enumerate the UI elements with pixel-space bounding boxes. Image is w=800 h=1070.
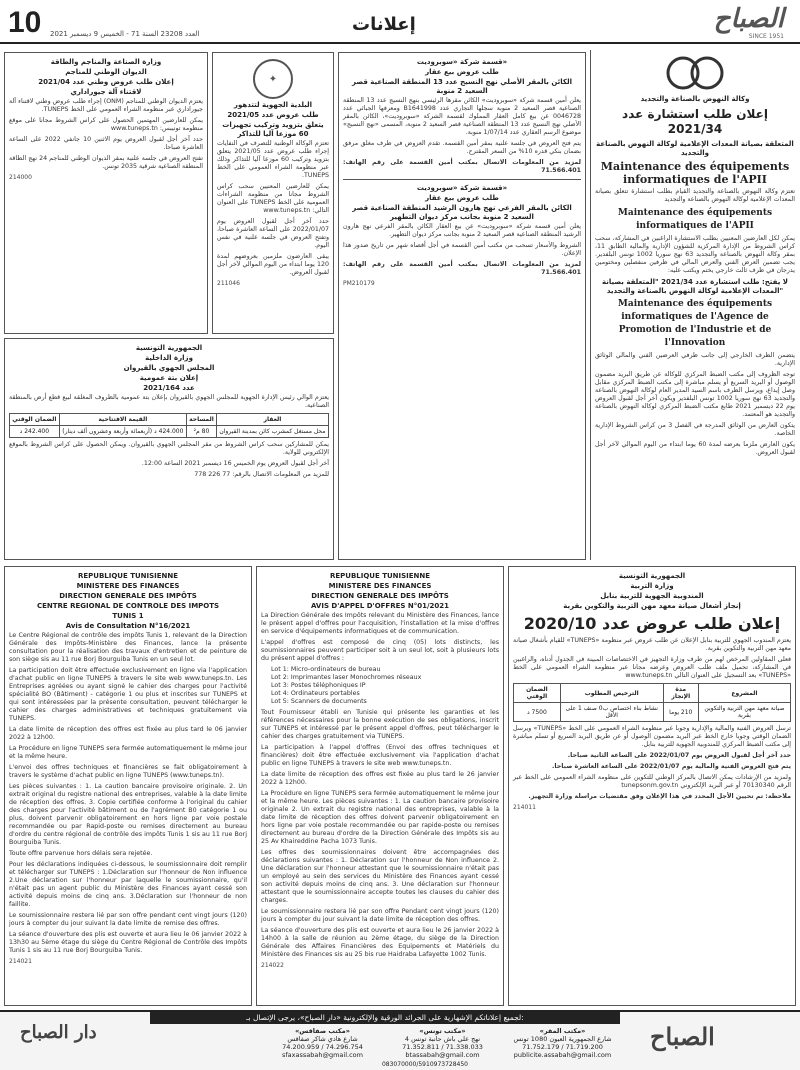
ministry-ref: 214000 [9,174,32,181]
fin1-p1: Le Centre Régional de contrôle des impôts Tunis 1, relevant de la Direction Générale des Impôts-Ministère des Finances, lance la présente consultation pour la réalisation des travaux d'entretien et de peinture de son siège sis au 11 rue Borj Bourguiba Tunis en un seul lot. [9,632,247,663]
kairouan-h5: عدد 2021/164 [143,384,195,392]
sociv-p3: لمزيد من المعلومات الاتصال بمكتب أمين القسمة على رقم الهاتف: 71.566.401 [343,159,581,174]
fin2-p2: L'appel d'offres est composé de cinq (05) lots distincts, les soumissionnaires peuvent participer soit à un seul lot, soit à plusieurs lots du présent appel d'offres : [261,639,499,662]
commune-ref: 211046 [217,280,240,287]
fin1-h1: REPUBLIQUE TUNISIENNE [77,572,179,580]
sociv-p1: يعلن أمين قسمة شركة «سوبروديت» الكائن مقرها الرئيسي بنهج النسيج عدد 13 المنطقة الصناعية قصر السعيد 2 منوبة سجلها التجاري عدد B1641998 ومعرفها الجبائي عدد 0046728 عن بيع كامل العقار المملوك لقسمة الشركة «سوبروديت»، الكائن بالمقر الأصلي نهج النسيج عدد 13 المنطقة الصناعية قصر السعيد 2 منوبة، المسمى «نهج النسيج» موضوع الرسم العقاري عدد 1/07/14 منوبة. [343,97,581,136]
fin1-h5: TUNIS 1 [112,612,144,620]
sociv-notice [338,52,586,560]
sociv-company-2: قسمة شركة «سوبروديت» [416,184,508,192]
edu-p5: يتم فتح العروض الفنية والمالية يوم 2022/01/07 على الساعة العاشرة صباحا. [551,763,791,770]
divider [590,50,591,560]
apii-p3: يتضمن الظرف الخارجي إلى جانب ظرفي العرضين الفني والمالي الوثائق الإدارية. [595,352,795,367]
fin1-p5: L'envoi des offres techniques et financières se fait obligatoirement à travers le système d'achat public en ligne TUNEPS (www.tuneps.tn). [9,764,247,779]
sociv-p6: لمزيد من المعلومات الاتصال بمكتب أمين القسمة على رقم الهاتف: 71.566.401 [343,261,581,276]
fin2-lot: Lot 5: Scanners de documents [271,698,367,705]
issue-info: العدد 23208 السنة 71 - الخميس 9 ديسمبر 2021 [50,30,200,38]
email-link[interactable]: sfaxassabah@gmail.com [282,1051,363,1059]
sociv-company: قسمة شركة «سوبروديت» [416,58,508,66]
fin2-p3: Tout Fournisseur établi en Tunisie qui présente les garanties et les références nécessaires pour la bonne exécution de ses obligations, inscrit sur TUNEPS et intéressé par le présent appel d'offres, peut télécharger le cahier des charges gratuitement via TUNEPS. [261,709,499,740]
edu-h2: وزارة التربية [630,582,674,590]
commune-notice [212,52,334,334]
office-tunis: «مكتب تونس» 4 نهج علي باش حانبة تونس 71.352.811 / 71.338.033 btassabah@gmail.com [385,1027,500,1059]
ministry-h2: الديوان الوطني للمناجم [65,68,147,76]
fin1-h4: CENTRE REGIONAL DE CONTROLE DES IMPOTS [36,602,220,610]
kairouan-h3: المجلس الجهوي بالقيروان [123,364,215,372]
ministry-notice [4,52,208,334]
commune-h1: البلدية الجهوية لتتدهور [233,101,313,109]
page-header [0,0,800,44]
apii-title2: المتعلقة بصيانة المعدات الإعلامية لوكالة النهوض بالصناعة والتجديد [596,140,794,157]
fin1-ref: 214021 [9,958,32,965]
apii-p2: يمكن لكل العارضين المعنيين بطلب الاستشارة الراغبين في المشاركة، سحب كراس الشروط من الإدارة المركزية للشؤون الإدارية والمالية الطابق 11، بمقر وكالة النهوض بالصناعة والتجديد 63 نهج سوريا 1002 تونس البلفدير. يجب تضمين العرض الفني والعرض المالي في ظرفين منفصلين ومختومين يدرجان في ظرف ثالث خارجي يختم ويكتب عليه: [595,235,795,274]
commune-p1: تعتزم الوكالة الوطنية للتصرف في النفايات إجراء طلب عروض عدد 2021/05 يتعلق بتزويد وتركيب 60 موزعا آليا للتذاكر وذلك عبر منظومة الشراء العمومي على الخط TUNEPS. [217,140,329,179]
kairouan-p3: آخر أجل لقبول العروض يوم الخميس 16 ديسمبر 2021 الساعة 12:00. [141,460,329,467]
edu-p7: ملاحظة: تم تحيين الأجل المحدد في هذا الإعلان وفق مقتضيات مراسلة وزارة التجهيز. [528,793,791,800]
kairouan-th-area: المساحة [186,414,216,426]
apii-p6: يكون العارض ملزما بعرضه لمدة 60 يوما ابتداء من اليوم الموالي لآخر أجل لقبول العروض. [595,441,795,456]
fin1-h3: DIRECTION GENERALE DES IMPÔTS [59,592,197,600]
footer-brand-logo: الصباح [650,1022,715,1051]
sociv-title2: الكائن بالمقر الفرعي نهج هارون الرشيد المنطقة الصناعية قصر السعيد 2 منوبة بجانب مركز ديوان التطهير [352,204,572,221]
kairouan-h1: الجمهورية التونسية [135,344,203,352]
fin2-p6: La Procédure en ligne TUNEPS sera fermée automatiquement le même jour et la même heure. Les pièces suivantes : 1. La caution bancaire provisoire originale 2. Un extrait du registre national des entreprises, valable à la date limite de réception des offres doivent parvenir obligatoirement en hors ligne par voie postale recommandée ou par rapide-poste ou remises directement au bureau d'ordre de la Direction Générale des Impôts sis au 25 Av Khaireddine Pacha 1073 Tunis. [261,790,499,845]
kairouan-p4: للمزيد من المعلومات الاتصال بالرقم: 77 226 778 [194,471,329,478]
apii-fr-title2: Maintenance des équipements informatiques de l'APII [617,208,773,231]
commune-p3: حدد آخر أجل لقبول العروض يوم 2022/01/07 على الساعة العاشرة صباحا، وتفتح العروض في جلسة علنية في نفس اليوم. [217,218,329,249]
kairouan-th-deposit: الضمان الوقتي [10,414,60,426]
footer-strip: لجميع إعلاناتكم الإشهارية على الجرائد الورقية والإلكترونية «دار الصباح»، يرجى الإتصال بـ: [150,1012,620,1024]
apii-p1: تعتزم وكالة النهوض بالصناعة والتجديد القيام بطلب استشارة تتعلق بصيانة المعدات الإعلامية لوكالة النهوض بالصناعة والتجديد [595,188,795,203]
fin1-p7: Toute offre parvenue hors délais sera rejetée. [9,850,153,857]
sociv-p5: الشروط والأسعار تسحب من مكتب أمين القسمة في أجل أقصاه شهر من تاريخ صدور هذا الإعلان. [343,242,581,257]
fin2-lot: Lot 1: Micro-ordinateurs de bureau [271,666,381,673]
office-hq: «مكتب المقر» شارع الجمهورية العيون 1080 تونس 71.752.179 / 71.719.200 publicite.assabah@gmail.com [505,1027,620,1059]
fin2-p9: La séance d'ouverture des plis est ouverte et aura lieu le 26 janvier 2022 à 14h00 à la salle de réunion au 2ème étage, du siège de la Direction Générale des Affaires Financières des Equipements et Matériels du Ministère des Finances sis au 25 bis rue Haidraba Lafayette 1002 Tunis. [261,927,499,958]
fin2-p1: La Direction Générale des Impôts relevant du Ministère des Finances, lance le présent appel d'offres pour l'acquisition, l'installation et la mise d'offres en service d'équipements informatiques et de communication. [261,612,499,635]
fin1-p10: La séance d'ouverture des plis est ouverte et aura lieu le 06 janvier 2022 à 13h30 au 5ème étage du siège du Centre Régional de Contrôle des Impôts Tunis 1 sis au 11 rue Borj Bourguiba Tunis. [9,931,247,954]
sociv-ref: PM210179 [343,280,375,287]
edu-ref: 214011 [513,804,536,811]
ministry-h1: وزارة الصناعة والمناجم والطاقة [50,58,162,66]
fin2-h4: AVIS D'APPEL D'OFFRES N°01/2021 [310,602,449,610]
fin2-h2: MINISTERE DES FINANCES [328,582,432,590]
fin2-p4: La participation à l'appel d'offres (Envoi des offres techniques et financières) doit être effectuée exclusivement via l'application d'achat public en ligne TUNEPS à travers le site web www.tuneps.tn. [261,744,499,767]
ministry-h4: لاقتناء آلة جيوراداري [70,88,142,96]
apii-logo-icon [665,53,725,93]
email-link[interactable]: publicite.assabah@gmail.com [513,1051,612,1059]
newspaper-logo: الصباح [713,4,784,34]
kairouan-p2: يمكن للمشاركين سحب كراس الشروط من مقر المجلس الجهوي بالقيروان. ويمكن الحصول على كراس الشروط بالموقع الإلكتروني للولاية. [9,441,329,456]
ministry-p4: تفتح العروض في جلسة علنية بمقر الديوان الوطني للمناجم 24 نهج الطاقة المنطقة الصناعية شرقية 2035 تونس. [9,155,203,170]
kairouan-th-price: القيمة الافتتاحية [59,414,186,426]
kairouan-table [9,413,329,438]
edu-table: المشروع مدة الإنجاز الترخيص المطلوب الضمان الوقتي صيانة معهد مهن التربية والتكوين بقربة 210 يوما نشاط بناء اختصاص ب0 صنف 1 على الأقل 7500 د [513,683,791,722]
kairouan-notice [4,338,334,560]
fin2-ref: 214022 [261,962,284,969]
kairouan-p1: يعتزم الوالي رئيس الإدارة الجهوية للمجلس الجهوي بالقيروان بإعلان بتة عمومية بالظروف المغلقة لبيع قطع أرض بالمنطقة الصناعية. [9,394,329,409]
apii-p4: توجه الظروف إلى مكتب الضبط المركزي للوكالة عن طريق البريد مضمون الوصول أو البريد السريع أو يسلم مباشرة إلى مكتب الضبط المركزي مقابل وصل إيداع، ويرسل الظرف باسم السيد المدير العام لوكالة النهوض بالصناعة والتجديد 63 نهج سوريا 1002 تونس البلفدير ويكون آخر أجل لقبول العروض يوم 22 ديسمبر 2021 طابع مكتب الضبط المركزي لوكالة النهوض بالصناعة والتجديد هو المعتمد. [595,371,795,418]
footer-dar-logo: دار الصباح [20,1022,97,1043]
apii-notice [595,52,795,562]
commune-p2: يمكن للعارضين المعنيين سحب كراس الشروط مجانا من منظومة الشراءات العمومية على الخط TUNEPS على العنوان التالي: www.tuneps.tn [217,183,329,214]
table-row: صيانة معهد مهن التربية والتكوين بقربة 210 يوما نشاط بناء اختصاص ب0 صنف 1 على الأقل 7500 د [514,703,791,722]
office-sfax: «مكتب صفاقس» شارع هادي شاكر صفاقس 74.200.959 / 74.296.754 sfaxassabah@gmail.com [265,1027,380,1059]
fin1-p8: Pour les déclarations indiquées ci-dessous, le soumissionnaire doit remplir et télécharger sur TUNEPS : 1.Déclaration sur l'honneur de Non influence 2.Une déclaration sur l'honneur par laquelle le soumissionnaire, qu'il n'était pas un agent public du Ministère des Finances ayant cessé son activité depuis moins de cinq ans. 3.Déclaration sur l'honneur de non faillite. [9,861,247,908]
apii-org: وكالة النهوض بالصناعة والتجديد [640,95,750,103]
sociv-sale-2: طلب عروض بيع عقار [425,194,499,202]
commune-p4: يبقى العارضون ملزمين بعروضهم لمدة 120 يوما ابتداء من اليوم الموالي لآخر أجل لقبول العروض. [217,253,329,276]
ministry-p1: يعتزم الديوان الوطني للمناجم (ONM) إجراء طلب عروض وطني لاقتناء آلة جيوراداري عبر منظومة الشراء العمومي على الخط TUNEPS. [9,98,203,113]
edu-h4: إنجاز أشغال صيانة معهد مهن التربية والتكوين بقربة [563,602,741,610]
fin2-lot: Lot 3: Postes téléphoniques IP [271,682,366,689]
tax-consultation-notice [4,566,252,1006]
apii-p5: يتكون العارض من الوثائق المدرجة في الفصل 3 من كراس الشروط الإدارية الخاصة. [595,422,795,437]
commune-h3: يتعلق بتزويد وتركيب تجهيزات 60 موزعا آليا للتذاكر [222,121,324,138]
fin2-p7: Les offres des soumissionnaires doivent être accompagnées des déclarations suivantes : 1. Déclaration sur l'honneur de Non influence 2. Une déclaration sur l'honneur attestant que le soumissionnaire n'était pas un employé au sein des services du Ministère des Finances ayant cessé son activité depuis moins de cinq ans. 3. Une déclaration sur l'honneur attestant que le soumissionnaire accepte toutes les clauses du cahier des charges. [261,849,499,904]
apii-fr-title3: Maintenance des équipements informatiques de l'Agence de Promotion de l'Industrie et de l'Innovation [617,299,773,348]
apii-envelope-label: لا يفتح: طلب استشارة عدد 2021/34 "المتعلقة بصيانة المعدات الإعلامية لوكالة النهوض بالصناعة والتجديد" [602,278,788,295]
fin1-p2: La participation doit être effectuée exclusivement en ligne via l'application d'achat public en ligne TUNEPS à travers le site web www.tuneps.tn. Les Entreprises agréées ou ayant signé le cahier des charges pour l'activité spécialité BO (Bâtiment) - catégorie 1 ou plus et inscrites sur TUNEPS et qui sont intéressées par la présente consultation, peuvent télécharger le cahier des charges administratives et techniques gratuitement via TUNEPS. [9,667,247,722]
commune-emblem-icon: ✦ [253,59,293,99]
edu-p3: ترسل العروض الفنية والمالية والإدارية وجوبا عبر منظومة الشراء العمومي على الخط «TUNEPS» ويرسل الضمان الوقتي وجوبا خارج الخط عبر البريد مضمون الوصول أو عن طريق البريد السريع أو تسلم مباشرة إلى مكتب الضبط المركزي للمندوبية الجهوية للتربية بنابل. [513,725,791,748]
apii-title: إعلان طلب استشارة عدد 2021/34 [622,107,768,136]
fin2-h1: REPUBLIQUE TUNISIENNE [329,572,431,580]
sociv-title1: الكائن بالمقر الأصلي نهج النسيج عدد 13 المنطقة الصناعية قصر السعيد 2 منوبة [351,78,573,95]
edu-p6: ولمزيد من الإرشادات يمكن الاتصال بالمركز الوطني للتكوين على منظومة الشراء العمومي على الخط عبر الرقم 70130340 أو عبر البريد الإلكتروني tunepsonm.gov.tn [513,774,791,789]
sociv-sale: طلب عروض بيع عقار [425,68,499,76]
apii-fr-title: Maintenance des équipements informatiques de l'APII [600,160,790,186]
sociv-p2: يتم فتح العروض في جلسة علنية بمقر أمين القسمة. تقدم العروض في ظرف مغلق مرفق بضمان بنكي قدره 10% من السعر المقترح. [343,140,581,155]
edu-p1: يعتزم المندوب الجهوي للتربية بنابل الإعلان عن طلب عروض عبر منظومة «TUNEPS» للقيام بأشغال صيانة معهد مهن التربية والتكوين بقربة. [513,637,791,652]
ministry-h3: إعلان طلب عروض وطني عدد 2021/04 [38,78,174,86]
fin1-p9: Le soumissionnaire restera lié par son offre pendant cent vingt jours (120) jours à compter du jour suivant la date limite de remise des offres. [9,912,247,927]
sociv-p4: يعلن أمين قسمة شركة «سوبروديت» عن بيع العقار الكائن بالمقر الفرعي نهج هارون الرشيد المنطقة الصناعية قصر السعيد 2 منوبة بجانب مركز ديوان التطهير. [343,223,581,238]
fin2-lot: Lot 4: Ordinateurs portables [271,690,360,697]
kairouan-h2: وزارة الداخلية [145,354,193,362]
fin2-p5: La date limite de réception des offres est fixée au plus tard le 26 janvier 2022 à 12h00. [261,771,499,786]
kairouan-th-property: العقار [216,414,328,426]
fin1-h2: MINISTERE DES FINANCES [76,582,180,590]
fin1-p4: La Procédure en ligne TUNEPS sera fermée automatiquement le même jour et la même heure. [9,745,247,760]
ministry-p3: حدد آخر أجل لقبول العروض يوم الاثنين 10 جانفي 2022 على الساعة العاشرة صباحا. [9,136,203,151]
fin1-h6: Avis de Consultation N°16/2021 [65,622,191,630]
commune-h2: طلب عروض عدد 2021/05 [227,111,319,119]
fin2-lot: Lot 2: Imprimantes laser Monochromes réseaux [271,674,422,681]
footer-contact: 083070000/5910973728450 [381,1061,468,1068]
edu-h3: المندوبية الجهوية للتربية بنابل [600,592,704,600]
logo-subtitle: SINCE 1951 [748,33,784,40]
edu-p2: فعلى المقاولين المرخص لهم من طرف وزارة التجهيز في الاختصاصات المبينة في الجدول أدناه، والراغبين في المشاركة، تحميل ملف طلب العروض وعرضه مجانا عبر منظومة الشراء العمومي على الخط «TUNEPS» بعد التسجيل على العنوان التالي www.tuneps.tn [513,656,791,679]
fin1-p3: La date limite de réception des offres est fixée au plus tard le 06 janvier 2022 à 12h00. [9,726,247,741]
fin2-h3: DIRECTION GENERALE DES IMPÔTS [311,592,449,600]
table-row: محل مستغل كمشرب كائن بمدينة القيروان 80 م² 424.000 د (أربعمائة وأربعة وعشرون ألف دينار) 242.400 د [10,426,329,438]
fin2-p8: Le soumissionnaire restera lié par son offre Pendant cent vingt jours (120) jours à compter du jour suivant la date limite de réception des offres. [261,908,499,923]
email-link[interactable]: btassabah@gmail.com [405,1051,480,1059]
apii-logo [635,52,755,94]
ministry-p2: يمكن للعارضين المهتمين الحصول على كراس الشروط مجانا على موقع منظومة تونيبس: www.tuneps.tn [9,117,203,132]
kairouan-h4: إعلان بتة عمومية [139,374,199,382]
edu-p4: حدد آخر أجل لقبول العروض يوم 2022/01/07 على الساعة الثانية صباحا. [567,752,791,759]
edu-h1: الجمهورية التونسية [618,572,686,580]
education-notice [508,566,796,1006]
page-number: 10 [8,6,42,39]
section-title: إعلانات [352,14,416,35]
tax-tender-notice [256,566,504,1006]
edu-title: إعلان طلب عروض عدد 2020/10 [523,614,781,633]
fin1-p6: Les pièces suivantes : 1. La caution bancaire provisoire originale. 2. Un extrait original du registre national des entreprises, valable à la date limite de réception des offres. 3. Copie certifiée conforme à l'original du cahier des charges pour l'activité bâtiment ou de l'agrément B0 catégorie 1 ou plus, doivent parvenir obligatoirement en hors ligne par voie postale recommandée ou par Rapid-poste ou remises directement au bureau d'ordre du centre régional de contrôle des impôts Tunis 1 sis au 11 rue Borj Bourguiba Tunis. [9,783,247,846]
